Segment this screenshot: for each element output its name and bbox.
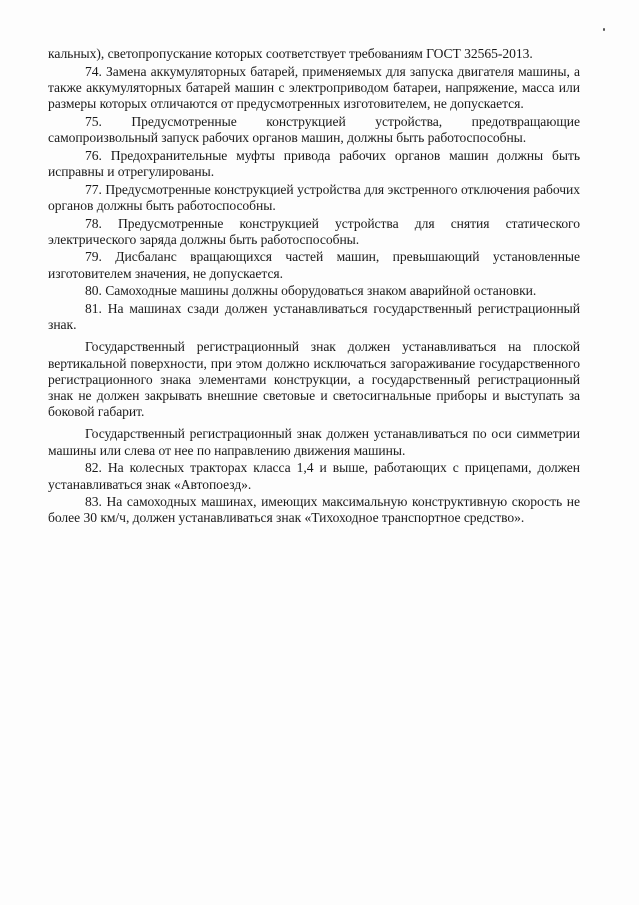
paragraph-item-81-registration-axis: Государственный регистрационный знак должен устанавливаться по оси симметрии машины или слева от нее по направлению движения машины. bbox=[48, 426, 580, 458]
paragraph-item-81-registration-placement: Государственный регистрационный знак должен устанавливаться на плоской вертикальной поверхности, при этом должно исключаться загораживание государственного регистрационного знака элементами конструкции, а государственный регистрационный знак не должен закрывать внешние световые и светосигнальные приборы и выступать за боковой габарит. bbox=[48, 339, 580, 420]
scan-speck bbox=[603, 28, 605, 31]
paragraph-item-82: 82. На колесных тракторах класса 1,4 и выше, работающих с прицепами, должен устанавливаться знак «Автопоезд». bbox=[48, 460, 580, 492]
paragraph-item-76: 76. Предохранительные муфты привода рабочих органов машин должны быть исправны и отрегулированы. bbox=[48, 147, 580, 179]
paragraph-item-80: 80. Самоходные машины должны оборудоваться знаком аварийной остановки. bbox=[85, 283, 537, 299]
paragraph-item-79: 79. Дисбаланс вращающихся частей машин, превышающий установленные изготовителем значения, не допускается. bbox=[48, 249, 580, 281]
paragraph-item-74: 74. Замена аккумуляторных батарей, применяемых для запуска двигателя машины, а также аккумуляторных батарей машин с электроприводом батареи, напряжение, масса или размеры которых отличаются от предусмотренных изготовителем, не допускается. bbox=[48, 63, 580, 112]
paragraph-continuation: кальных), светопропускание которых соответствует требованиям ГОСТ 32565-2013. bbox=[48, 46, 533, 61]
document-body bbox=[48, 46, 580, 528]
paragraph-item-81: 81. На машинах сзади должен устанавливаться государственный регистрационный знак. bbox=[48, 301, 580, 333]
paragraph-item-77: 77. Предусмотренные конструкцией устройства для экстренного отключения рабочих органов должны быть работоспособны. bbox=[48, 181, 580, 213]
paragraph-item-75: 75. Предусмотренные конструкцией устройства, предотвращающие самопроизвольный запуск рабочих органов машин, должны быть работоспособны. bbox=[48, 113, 580, 146]
paragraph-item-83: 83. На самоходных машинах, имеющих максимальную конструктивную скорость не более 30 км/ч, должен устанавливаться знак «Тихоходное транспортное средство». bbox=[48, 494, 580, 526]
paragraph-item-78: 78. Предусмотренные конструкцией устройства для снятия статического электрического заряда должны быть работоспособны. bbox=[48, 215, 580, 247]
